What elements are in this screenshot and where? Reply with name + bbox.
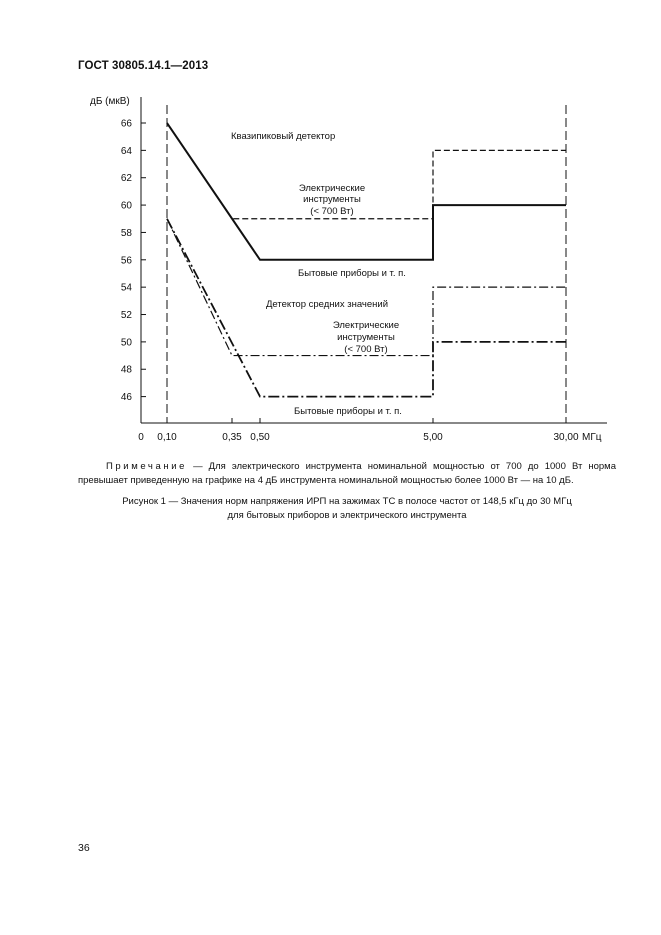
annotation-tools-avg-1: Электрические xyxy=(332,320,400,331)
y-tick-label: 52 xyxy=(120,310,132,322)
y-tick-label: 64 xyxy=(120,145,132,157)
figure-note xyxy=(78,460,616,488)
x-tick-label: 30,00 xyxy=(553,432,579,443)
annotation-average: Детектор средних значений xyxy=(266,299,389,310)
annotation-tools-quasi-3: (< 700 Вт) xyxy=(310,206,354,217)
page-number: 36 xyxy=(78,842,90,854)
document-header: ГОСТ 30805.14.1—2013 xyxy=(78,60,209,72)
note-text: Для электрического инструмента номинальной мощностью от 700 до 1000 Вт норма превышает приведенную на графике на 4 дБ инструмента номинальной мощностью более 1000 Вт — на 10 дБ. xyxy=(78,461,617,486)
x-tick-label: 0,50 xyxy=(250,432,270,443)
x-tick-label: 0 xyxy=(138,432,144,443)
chart-series xyxy=(167,123,566,397)
annotation-household-quasi: Бытовые приборы и т. п. xyxy=(298,268,406,279)
caption-line-1: Рисунок 1 — Значения норм напряжения ИРП на зажимах ТС в полосе частот от 148,5 кГц до 30 МГц xyxy=(122,496,572,507)
annotation-household-avg: Бытовые приборы и т. п. xyxy=(294,406,402,417)
annotation-tools-avg-2: инструменты xyxy=(337,332,395,343)
x-axis-unit: МГц xyxy=(582,432,602,443)
note-label: Примечание xyxy=(106,461,187,472)
x-tick-label: 0,35 xyxy=(222,432,242,443)
y-tick-label: 66 xyxy=(120,118,132,130)
annotation-quasi-peak: Квазипиковый детектор xyxy=(231,131,336,142)
note-dash: — xyxy=(187,461,209,472)
x-tick-label: 5,00 xyxy=(423,432,443,443)
chart-annotations xyxy=(231,131,406,417)
y-axis-label: дБ (мкВ) xyxy=(90,96,130,107)
y-tick-label: 54 xyxy=(120,282,132,294)
y-tick-label: 48 xyxy=(120,364,132,376)
y-tick-label: 62 xyxy=(120,173,132,185)
y-tick-label: 46 xyxy=(120,392,132,404)
x-tick-label: 0,10 xyxy=(157,432,177,443)
caption-line-2: для бытовых приборов и электрического инструмента xyxy=(227,510,467,521)
annotation-tools-quasi-1: Электрические xyxy=(298,183,366,194)
figure-caption xyxy=(78,495,616,523)
y-tick-label: 50 xyxy=(120,337,132,349)
y-tick-label: 60 xyxy=(120,200,132,212)
y-tick-label: 58 xyxy=(120,227,132,239)
annotation-tools-avg-3: (< 700 Вт) xyxy=(344,344,388,355)
series-line-1 xyxy=(167,123,566,260)
y-tick-label: 56 xyxy=(120,255,132,267)
annotation-tools-quasi-2: инструменты xyxy=(303,194,361,205)
